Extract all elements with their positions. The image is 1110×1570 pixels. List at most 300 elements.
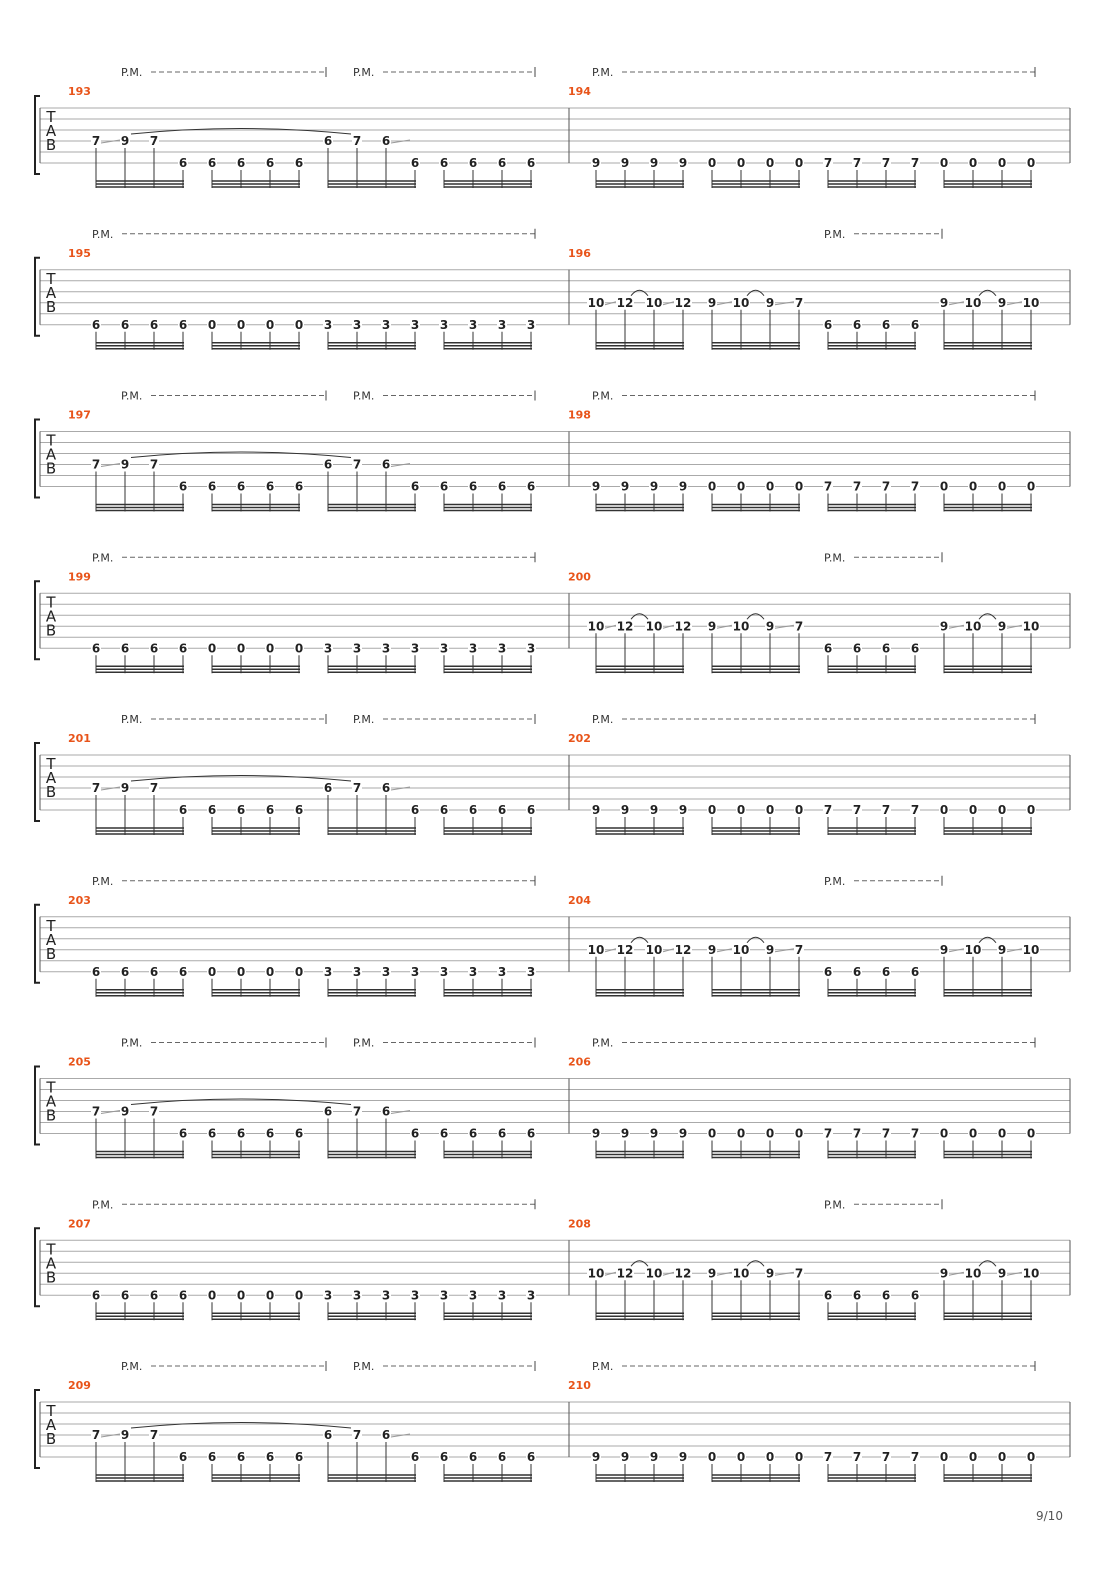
palm-mute-label: P.M. bbox=[592, 389, 614, 403]
palm-mute-label: P.M. bbox=[121, 1360, 143, 1373]
tab-note: 6 bbox=[323, 134, 333, 148]
tab-note: 9 bbox=[707, 1266, 717, 1281]
tab-note: 6 bbox=[910, 964, 920, 979]
tab-clef-letter: A bbox=[45, 1416, 57, 1434]
tab-note: 10 bbox=[964, 295, 982, 310]
tab-clef-letter: A bbox=[45, 445, 57, 464]
palm-mute-label: P.M. bbox=[353, 1036, 375, 1050]
tab-note: 7 bbox=[852, 803, 862, 817]
tab-system bbox=[35, 228, 1070, 350]
tab-note: 0 bbox=[939, 1450, 949, 1464]
tab-note: 10 bbox=[645, 942, 663, 957]
tab-note: 10 bbox=[732, 619, 750, 634]
palm-mute-label: P.M. bbox=[353, 66, 375, 79]
tab-clef-letter: A bbox=[45, 1092, 57, 1111]
tab-note: 6 bbox=[410, 479, 420, 494]
tab-note: 3 bbox=[410, 1288, 420, 1303]
tab-note: 6 bbox=[236, 1450, 246, 1464]
tab-note: 3 bbox=[439, 1288, 449, 1303]
tab-note: 6 bbox=[526, 1450, 536, 1464]
tab-note: 3 bbox=[352, 964, 362, 979]
tab-note: 0 bbox=[294, 641, 304, 656]
bar-number: 205 bbox=[68, 1055, 91, 1069]
tab-note: 10 bbox=[1022, 619, 1040, 634]
system-bracket bbox=[35, 1228, 40, 1306]
tab-note: 6 bbox=[323, 1428, 333, 1442]
slur bbox=[131, 776, 351, 782]
tab-note: 0 bbox=[207, 317, 217, 332]
tab-clef-letter: B bbox=[45, 1106, 57, 1125]
tab-note: 0 bbox=[707, 1126, 717, 1141]
tab-note: 3 bbox=[526, 964, 536, 979]
tab-note: 7 bbox=[149, 134, 159, 148]
tab-note: 10 bbox=[587, 295, 605, 310]
tab-note: 3 bbox=[323, 1288, 333, 1303]
tab-note: 6 bbox=[881, 1288, 891, 1303]
tab-note: 9 bbox=[678, 1126, 688, 1141]
tab-note: 9 bbox=[939, 1266, 949, 1281]
tab-note: 0 bbox=[736, 156, 746, 170]
tab-note: 6 bbox=[439, 479, 449, 494]
slur bbox=[747, 290, 764, 296]
tab-note: 0 bbox=[1026, 803, 1036, 817]
tab-note: 7 bbox=[910, 803, 920, 817]
system-bracket bbox=[35, 96, 40, 174]
tab-system bbox=[35, 713, 1070, 835]
tab-note: 6 bbox=[178, 803, 188, 817]
tab-note: 3 bbox=[497, 1288, 507, 1303]
tab-note: 0 bbox=[294, 964, 304, 979]
tab-note: 0 bbox=[939, 156, 949, 170]
tab-note: 3 bbox=[468, 641, 478, 656]
tab-note: 9 bbox=[649, 803, 659, 817]
tab-note: 0 bbox=[968, 1450, 978, 1464]
tab-note: 7 bbox=[823, 479, 833, 494]
tab-note: 3 bbox=[381, 317, 391, 332]
slur bbox=[979, 1261, 996, 1267]
tab-note: 0 bbox=[265, 964, 275, 979]
bar-number: 206 bbox=[568, 1055, 591, 1069]
palm-mute-label: P.M. bbox=[121, 1036, 143, 1050]
palm-mute-label: P.M. bbox=[592, 66, 614, 79]
tab-note: 9 bbox=[765, 295, 775, 310]
tab-note: 6 bbox=[468, 803, 478, 817]
tab-note: 12 bbox=[674, 1266, 692, 1281]
tab-note: 6 bbox=[410, 1450, 420, 1464]
tab-note: 3 bbox=[497, 317, 507, 332]
tab-note: 6 bbox=[323, 781, 333, 795]
tab-note: 0 bbox=[207, 1288, 217, 1303]
bar-number: 197 bbox=[68, 408, 91, 422]
tab-note: 6 bbox=[881, 317, 891, 332]
tab-note: 7 bbox=[852, 1450, 862, 1464]
tab-note: 0 bbox=[707, 803, 717, 817]
tab-system bbox=[35, 1360, 1070, 1482]
tab-note: 0 bbox=[968, 803, 978, 817]
tab-note: 0 bbox=[1026, 1126, 1036, 1141]
tab-note: 0 bbox=[707, 156, 717, 170]
tab-note: 6 bbox=[497, 156, 507, 170]
tab-note: 7 bbox=[910, 479, 920, 494]
tab-note: 6 bbox=[178, 641, 188, 656]
tab-note: 7 bbox=[91, 781, 101, 795]
tab-note: 6 bbox=[497, 1450, 507, 1464]
system-bracket bbox=[35, 1067, 40, 1145]
tab-note: 0 bbox=[207, 641, 217, 656]
tab-clef-letter: B bbox=[45, 297, 57, 316]
tab-system bbox=[35, 66, 1070, 188]
tab-note: 9 bbox=[997, 1266, 1007, 1281]
palm-mute-label: P.M. bbox=[592, 1036, 614, 1050]
tab-note: 0 bbox=[265, 317, 275, 332]
tab-note: 6 bbox=[294, 479, 304, 494]
tab-note: 3 bbox=[526, 641, 536, 656]
tab-note: 6 bbox=[265, 1126, 275, 1141]
bar-number: 209 bbox=[68, 1379, 91, 1392]
tab-note: 6 bbox=[91, 1288, 101, 1303]
palm-mute-label: P.M. bbox=[121, 713, 143, 726]
tab-note: 6 bbox=[178, 964, 188, 979]
system-bracket bbox=[35, 743, 40, 821]
tab-note: 9 bbox=[707, 942, 717, 957]
slur bbox=[747, 937, 764, 943]
tab-note: 7 bbox=[794, 1266, 804, 1281]
slur bbox=[131, 1423, 351, 1429]
tab-note: 10 bbox=[587, 942, 605, 957]
tab-note: 9 bbox=[939, 295, 949, 310]
tab-clef-letter: A bbox=[45, 1254, 57, 1273]
system-bracket bbox=[35, 1390, 40, 1468]
tab-note: 0 bbox=[707, 479, 717, 494]
tab-note: 6 bbox=[149, 641, 159, 656]
tab-note: 6 bbox=[178, 479, 188, 494]
bar-number: 210 bbox=[568, 1379, 591, 1392]
tab-note: 9 bbox=[765, 942, 775, 957]
tab-note: 6 bbox=[178, 1450, 188, 1464]
tab-note: 7 bbox=[352, 1104, 362, 1119]
tab-note: 9 bbox=[120, 457, 130, 472]
tab-note: 6 bbox=[410, 1126, 420, 1141]
tab-note: 7 bbox=[852, 156, 862, 170]
tab-note: 0 bbox=[997, 803, 1007, 817]
tab-clef-letter: A bbox=[45, 122, 57, 140]
tab-note: 3 bbox=[323, 964, 333, 979]
tab-note: 0 bbox=[207, 964, 217, 979]
slur bbox=[131, 1099, 351, 1105]
system-bracket bbox=[35, 905, 40, 983]
tab-note: 3 bbox=[468, 317, 478, 332]
tab-note: 9 bbox=[620, 1126, 630, 1141]
tab-note: 6 bbox=[852, 641, 862, 656]
tab-note: 9 bbox=[997, 942, 1007, 957]
tab-note: 10 bbox=[645, 295, 663, 310]
tab-note: 0 bbox=[765, 1126, 775, 1141]
tab-note: 3 bbox=[410, 964, 420, 979]
slur bbox=[747, 1261, 764, 1267]
tab-note: 6 bbox=[526, 1126, 536, 1141]
tab-note: 7 bbox=[823, 1450, 833, 1464]
tab-note: 0 bbox=[997, 156, 1007, 170]
bar-number: 200 bbox=[568, 570, 591, 584]
tab-note: 10 bbox=[1022, 295, 1040, 310]
tab-note: 0 bbox=[236, 317, 246, 332]
tab-note: 9 bbox=[649, 479, 659, 494]
tab-note: 12 bbox=[674, 942, 692, 957]
bar-number: 207 bbox=[68, 1217, 91, 1231]
tab-note: 6 bbox=[410, 156, 420, 170]
tab-note: 6 bbox=[236, 1126, 246, 1141]
tab-note: 3 bbox=[381, 641, 391, 656]
tab-clef-letter: T bbox=[46, 269, 56, 288]
tab-note: 7 bbox=[881, 1126, 891, 1141]
tab-note: 6 bbox=[410, 803, 420, 817]
tab-note: 10 bbox=[1022, 1266, 1040, 1281]
tab-note: 6 bbox=[823, 964, 833, 979]
page-number: 9/10 bbox=[1036, 1509, 1063, 1523]
bar-number: 198 bbox=[568, 408, 591, 422]
tab-note: 3 bbox=[468, 964, 478, 979]
tab-note: 0 bbox=[997, 479, 1007, 494]
tab-note: 6 bbox=[207, 479, 217, 494]
tab-note: 0 bbox=[265, 641, 275, 656]
tab-note: 0 bbox=[736, 1126, 746, 1141]
tab-clef-letter: T bbox=[46, 593, 56, 612]
tab-note: 7 bbox=[881, 156, 891, 170]
tab-note: 3 bbox=[352, 317, 362, 332]
tab-note: 7 bbox=[352, 781, 362, 795]
tab-system bbox=[35, 390, 1070, 512]
tab-note: 6 bbox=[881, 641, 891, 656]
tab-note: 6 bbox=[323, 1104, 333, 1119]
palm-mute-label: P.M. bbox=[121, 66, 143, 79]
bar-number: 203 bbox=[68, 893, 91, 907]
tab-note: 0 bbox=[294, 1288, 304, 1303]
tab-note: 7 bbox=[852, 479, 862, 494]
bar-number: 201 bbox=[68, 732, 91, 745]
tab-note: 6 bbox=[178, 317, 188, 332]
palm-mute-label: P.M. bbox=[592, 713, 614, 726]
tab-note: 6 bbox=[91, 641, 101, 656]
tab-note: 6 bbox=[91, 317, 101, 332]
tab-note: 3 bbox=[497, 641, 507, 656]
tab-note: 9 bbox=[620, 156, 630, 170]
tab-note: 0 bbox=[736, 479, 746, 494]
tab-note: 7 bbox=[352, 134, 362, 148]
tab-note: 0 bbox=[794, 803, 804, 817]
tab-note: 0 bbox=[236, 641, 246, 656]
tab-note: 6 bbox=[178, 1288, 188, 1303]
tab-note: 9 bbox=[120, 134, 130, 148]
tab-note: 3 bbox=[323, 641, 333, 656]
tab-note: 12 bbox=[616, 942, 634, 957]
tab-note: 6 bbox=[439, 1450, 449, 1464]
tab-clef-letter: B bbox=[45, 459, 57, 478]
tab-note: 6 bbox=[910, 641, 920, 656]
tab-note: 7 bbox=[91, 1104, 101, 1119]
tab-clef-letter: B bbox=[45, 944, 57, 963]
tab-note: 0 bbox=[265, 1288, 275, 1303]
tab-note: 7 bbox=[823, 156, 833, 170]
tab-note: 9 bbox=[997, 619, 1007, 634]
tab-note: 6 bbox=[178, 156, 188, 170]
tab-note: 7 bbox=[794, 619, 804, 634]
tab-clef-letter: T bbox=[46, 108, 56, 126]
tab-note: 6 bbox=[178, 1126, 188, 1141]
tab-note: 10 bbox=[1022, 942, 1040, 957]
tab-note: 9 bbox=[678, 803, 688, 817]
tab-note: 3 bbox=[410, 317, 420, 332]
tab-note: 0 bbox=[794, 1450, 804, 1464]
tab-note: 3 bbox=[410, 641, 420, 656]
tab-note: 6 bbox=[236, 803, 246, 817]
tab-note: 9 bbox=[620, 479, 630, 494]
tab-note: 7 bbox=[352, 1428, 362, 1442]
tab-note: 6 bbox=[207, 1450, 217, 1464]
tab-note: 0 bbox=[765, 803, 775, 817]
palm-mute-label: P.M. bbox=[592, 1360, 614, 1373]
tab-clef-letter: B bbox=[45, 136, 57, 154]
tab-note: 9 bbox=[649, 1450, 659, 1464]
tab-note: 10 bbox=[732, 942, 750, 957]
tab-note: 3 bbox=[468, 1288, 478, 1303]
slur bbox=[979, 290, 996, 296]
tab-note: 3 bbox=[381, 964, 391, 979]
tab-note: 3 bbox=[352, 641, 362, 656]
tab-note: 6 bbox=[207, 1126, 217, 1141]
tab-note: 0 bbox=[1026, 479, 1036, 494]
palm-mute-label: P.M. bbox=[824, 1198, 846, 1212]
tab-note: 0 bbox=[794, 156, 804, 170]
tab-note: 3 bbox=[526, 1288, 536, 1303]
bar-number: 195 bbox=[68, 246, 91, 260]
tab-note: 9 bbox=[678, 479, 688, 494]
slur bbox=[979, 937, 996, 943]
tab-note: 6 bbox=[381, 1428, 391, 1442]
tab-note: 6 bbox=[910, 1288, 920, 1303]
tab-note: 6 bbox=[381, 134, 391, 148]
tab-note: 3 bbox=[323, 317, 333, 332]
tab-note: 9 bbox=[120, 781, 130, 795]
bar-number: 208 bbox=[568, 1217, 591, 1231]
tab-note: 6 bbox=[497, 1126, 507, 1141]
tab-note: 0 bbox=[765, 479, 775, 494]
tab-note: 0 bbox=[939, 803, 949, 817]
tab-note: 6 bbox=[526, 156, 536, 170]
tab-note: 6 bbox=[381, 781, 391, 795]
tab-note: 6 bbox=[265, 479, 275, 494]
bar-number: 199 bbox=[68, 570, 91, 584]
tab-note: 9 bbox=[591, 156, 601, 170]
tab-note: 7 bbox=[881, 803, 891, 817]
tab-note: 9 bbox=[620, 803, 630, 817]
tab-note: 6 bbox=[236, 479, 246, 494]
tab-note: 9 bbox=[707, 295, 717, 310]
tab-note: 6 bbox=[294, 156, 304, 170]
tab-note: 6 bbox=[149, 317, 159, 332]
tab-clef-letter: T bbox=[46, 1078, 56, 1097]
tab-note: 10 bbox=[964, 1266, 982, 1281]
tab-note: 9 bbox=[939, 942, 949, 957]
tab-note: 12 bbox=[616, 1266, 634, 1281]
tab-note: 6 bbox=[468, 1126, 478, 1141]
palm-mute-label: P.M. bbox=[92, 227, 114, 241]
tab-note: 9 bbox=[620, 1450, 630, 1464]
tab-note: 0 bbox=[968, 1126, 978, 1141]
tab-note: 10 bbox=[645, 1266, 663, 1281]
system-bracket bbox=[35, 420, 40, 498]
tab-note: 12 bbox=[674, 619, 692, 634]
slur bbox=[747, 614, 764, 620]
tab-note: 9 bbox=[591, 479, 601, 494]
system-bracket bbox=[35, 581, 40, 659]
tab-note: 7 bbox=[910, 1450, 920, 1464]
slur bbox=[131, 129, 351, 135]
tab-note: 0 bbox=[968, 479, 978, 494]
tab-note: 9 bbox=[765, 619, 775, 634]
tab-note: 7 bbox=[149, 781, 159, 795]
tab-note: 7 bbox=[91, 457, 101, 472]
tab-note: 6 bbox=[439, 156, 449, 170]
tab-note: 0 bbox=[939, 479, 949, 494]
tab-clef-letter: B bbox=[45, 783, 57, 801]
palm-mute-label: P.M. bbox=[92, 551, 114, 565]
tab-note: 9 bbox=[591, 1450, 601, 1464]
tab-note: 9 bbox=[120, 1428, 130, 1442]
tab-note: 6 bbox=[497, 803, 507, 817]
palm-mute-label: P.M. bbox=[353, 389, 375, 403]
tab-note: 6 bbox=[468, 156, 478, 170]
tab-note: 3 bbox=[526, 317, 536, 332]
tab-note: 0 bbox=[1026, 156, 1036, 170]
tab-note: 7 bbox=[91, 134, 101, 148]
tab-note: 6 bbox=[526, 479, 536, 494]
tab-note: 7 bbox=[149, 457, 159, 472]
tab-note: 12 bbox=[674, 295, 692, 310]
tab-note: 6 bbox=[294, 803, 304, 817]
tab-note: 9 bbox=[765, 1266, 775, 1281]
tab-clef-letter: A bbox=[45, 769, 57, 787]
tab-clef-letter: T bbox=[46, 916, 56, 935]
tab-note: 6 bbox=[120, 1288, 130, 1303]
slur bbox=[131, 452, 351, 458]
tab-note: 6 bbox=[823, 1288, 833, 1303]
tab-note: 6 bbox=[149, 964, 159, 979]
tab-note: 6 bbox=[265, 803, 275, 817]
tab-note: 6 bbox=[526, 803, 536, 817]
tab-note: 6 bbox=[323, 457, 333, 472]
tab-note: 9 bbox=[939, 619, 949, 634]
tab-note: 7 bbox=[823, 1126, 833, 1141]
tab-note: 0 bbox=[236, 1288, 246, 1303]
tab-note: 7 bbox=[910, 1126, 920, 1141]
tab-note: 6 bbox=[852, 1288, 862, 1303]
tab-note: 10 bbox=[732, 295, 750, 310]
tab-note: 0 bbox=[794, 479, 804, 494]
tab-clef-letter: B bbox=[45, 1430, 57, 1448]
palm-mute-label: P.M. bbox=[92, 874, 114, 888]
tab-note: 0 bbox=[997, 1450, 1007, 1464]
tab-note: 0 bbox=[968, 156, 978, 170]
palm-mute-label: P.M. bbox=[824, 874, 846, 888]
tab-note: 7 bbox=[149, 1428, 159, 1442]
tab-note: 6 bbox=[207, 156, 217, 170]
tab-note: 7 bbox=[881, 1450, 891, 1464]
tab-system bbox=[35, 1198, 1070, 1320]
tab-note: 6 bbox=[852, 317, 862, 332]
tab-note: 7 bbox=[823, 803, 833, 817]
tab-note: 7 bbox=[852, 1126, 862, 1141]
tab-note: 0 bbox=[765, 1450, 775, 1464]
